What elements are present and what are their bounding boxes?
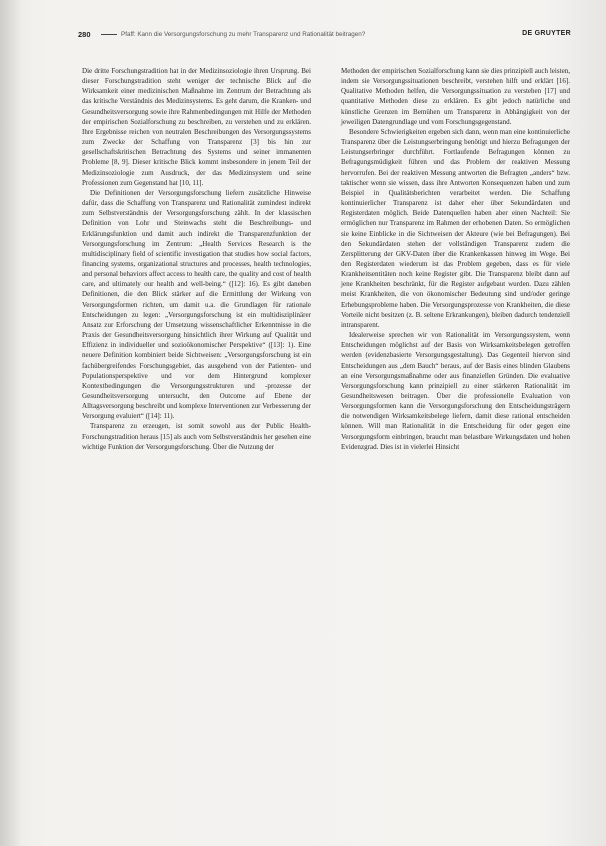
paragraph: Die dritte Forschungstradition hat in der Medizinsoziologie ihren Ursprung. Bei dieser Forschungstradition steht weniger der technische Blick auf die Wirksamkeit einer medizinischen Maßnahme im Zentrum der Betrachtung als das kritische Verständnis des Medizinsystems. Es geht darum, die Kranken- und Gesundheitsversorgung sowie ihre Rahmenbedingungen mit Hilfe der Methoden der empirischen Sozialforschung zu beschreiben, zu verstehen und zu erklären. Ihre Ergebnisse reichen von neutralen Beschreibungen des Versorgungssystems zum Zwecke der Schaffung von Transparenz [3] bis hin zur gesellschaftskritischen Betrachtung des Systems und seiner immanenten Probleme [8, 9]. Dieser kritische Blick kommt insbesondere in jenem Teil der Medizinsoziologie zum Ausdruck, der das Medizinsystem und seine Professionen zum Gegenstand hat [10, 11].	[82, 67, 311, 187]
paragraph: Besondere Schwierigkeiten ergeben sich dann, wenn man eine kontinuierliche Transparenz über die Leistungserbringung benötigt und hierzu Befragungen der Leistungserbringer durchführt. Fortlaufende Befragungen können zu Befragungsmüdigkeit führen und das Problem der reaktiven Messung hervorrufen. Bei der reaktiven Messung antworten die Befragten „anders“ bzw. taktischer wenn sie wissen, dass ihre Antworten Konsequenzen haben und zum Beispiel in Qualitätsberichten verarbeitet werden. Die Schaffung kontinuierlicher Transparenz ist daher eher über Sekundärdaten und Registerdaten möglich. Beide Datenquellen haben aber einen Nachteil: Sie ermöglichen nur Transparenz im Rahmen der erhobenen Daten. So ermöglichen sie keine Einblicke in die Sichtweisen der Akteure (wie bei Befragungen). Bei den Sekundärdaten stehen der vollständigen Transparenz zudem die Zersplitterung der GKV-Daten über die Krankenkassen hinweg im Wege. Bei den Registerdaten wiederum ist das Problem gegeben, dass es für viele Krankheitsentitäten noch keine Register gibt. Die Transparenz bleibt dann auf jene Krankheiten beschränkt, für die Register aufgebaut wurden. Dazu zählen meist Krankheiten, die von ökonomischer Bedeutung sind und/oder geringe Erhebungsprobleme haben. Die Versorgungsprozesse von Krankheiten, die diese Vorteile nicht besitzen (z. B. seltene Erkrankungen), bleiben dadurch tendenziell intransparent.	[341, 127, 570, 329]
paragraph: Transparenz zu erzeugen, ist somit sowohl aus der Public Health-Forschungstradition heraus [15] als auch vom Selbstverständnis her gesehen eine wichtige Funktion der Versorgungsforschung. Über die Nutzung der	[82, 422, 311, 451]
running-header	[78, 30, 571, 44]
page-gutter-shadow	[0, 0, 22, 846]
paragraph: Methoden der empirischen Sozialforschung kann sie dies prinzipiell auch leisten, indem sie Versorgungssituationen beschreibt, verstehen hilft und erklärt [16]. Qualitative Methoden helfen, die Versorgungssituation zu verstehen [17] und quantitative Methoden diese zu erklären. Es gibt jedoch natürliche und künstliche Grenzen im Bemühen um Transparenz in Abhängigkeit von der jeweiligen Datengrundlage und vom Forschungsgegenstand.	[341, 67, 570, 126]
paragraph: Die Definitionen der Versorgungsforschung liefern zusätzliche Hinweise dafür, dass die Schaffung von Transparenz und Rationalität zumindest indirekt zum Selbstverständnis der Versorgungsforschung zählt. In der klassischen Definition von Lohr und Steinwachs steht die Beschreibungs- und Erklärungsfunktion und damit auch indirekt die Transparenzfunktion der Versorgungsforschung im Zentrum: „Health Services Research is the multidisciplinary field of scientific investigation that studies how social factors, financing systems, organizational structures and processes, health technologies, and personal behaviors affect access to health care, the quality and cost of health care, and ultimately our health and well-being.“ ([12]: 16). Es gibt daneben Definitionen, die den Blick stärker auf die Ermittlung der Wirkung von Versorgungsformen richten, um damit u.a. die Grundlagen für rationale Entscheidungen zu legen: „Versorgungsforschung ist ein multidisziplinärer Ansatz zur Erforschung der Umsetzung wissenschaftlicher Erkenntnisse in die Praxis der Gesundheitsversorgung hinsichtlich ihrer Wirkung auf Qualität und Effizienz in individueller und sozioökonomischer Perspektive“ ([13]: 1). Eine neuere Definition kombiniert beide Sichtweisen: „Versorgungsforschung ist ein fachübergreifendes Forschungsgebiet, das ausgehend von der Patienten- und Populationsperspektive und vor dem Hintergrund komplexer Kontextbedingungen die Versorgungsstrukturen und -prozesse der Gesundheitsversorgung untersucht, den Outcome auf Ebene der Alltagsversorgung beschreibt und komplexe Interventionen zur Verbesserung der Versorgung evaluiert“ ([14]: 11).	[82, 188, 311, 421]
left-column	[82, 66, 311, 452]
right-column	[341, 66, 570, 452]
page-number: 280	[78, 30, 91, 39]
paragraph: Idealerweise sprechen wir von Rationalität im Versorgungssystem, wenn Entscheidungen möglichst auf der Basis von Wirksamkeitsbelegen getroffen werden (evidenzbasierte Versorgungsgestaltung). Das Gegenteil hiervon sind Entscheidungen aus „dem Bauch“ heraus, auf der Basis eines blinden Glaubens an eine Versorgungsmaßnahme oder aus finanziellen Gründen. Die evaluative Versorgungsforschung kann prinzipiell zu einer stärkeren Rationalität im Gesundheitswesen beitragen. Über die professionelle Evaluation von Versorgungsformen kann die Versorgungsforschung den Entscheidungsträgern die notwendigen Wirksamkeitsbelege liefern, damit diese rational entscheiden können. Will man Rationalität in die Entscheidung für oder gegen eine Versorgungsform einbringen, braucht man belastbare Wirkungsdaten und hohen Evidenzgrad. Dies ist in vielerlei Hinsicht	[341, 331, 570, 451]
publisher-name: DE GRUYTER	[522, 30, 571, 37]
running-title: Pfaff: Kann die Versorgungsforschung zu mehr Transparenz und Rationalität beitragen?	[121, 30, 366, 38]
header-rule	[101, 34, 117, 35]
